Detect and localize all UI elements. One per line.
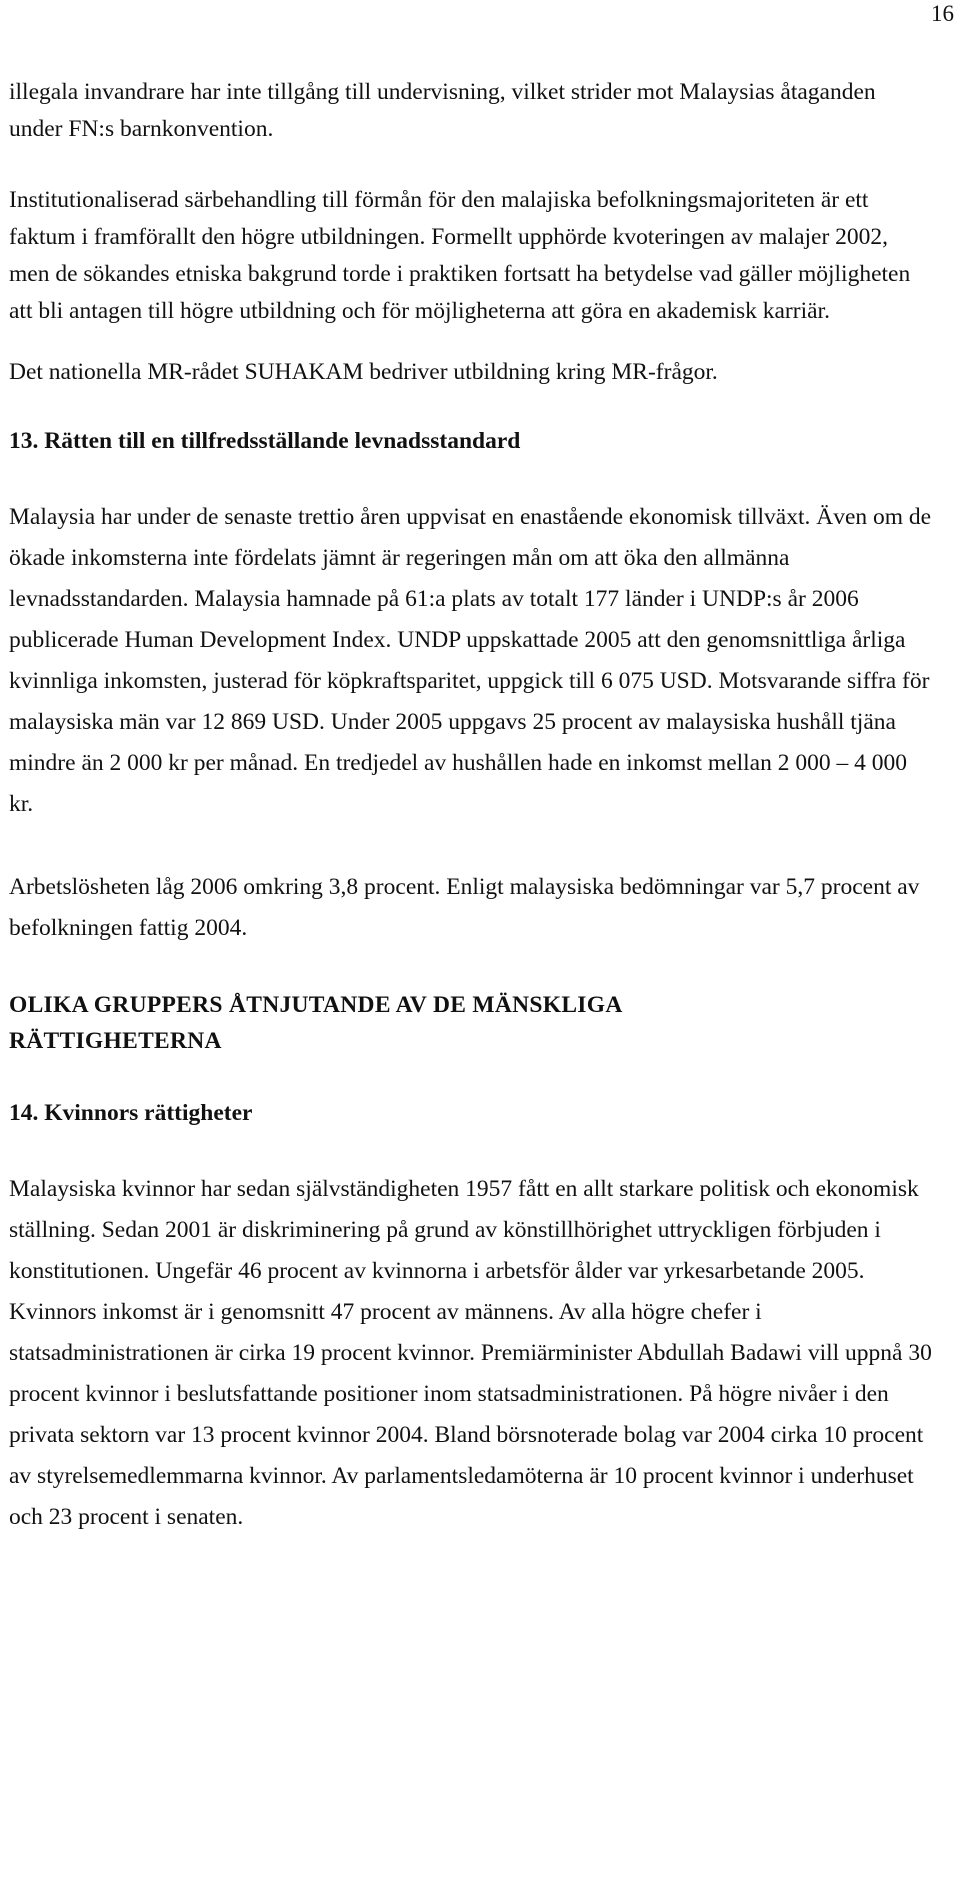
page-number: 16 bbox=[931, 1, 954, 26]
paragraph-institutional-discrimination-intro bbox=[9, 182, 934, 330]
paragraph-suhakam: Det nationella MR-rådet SUHAKAM bedriver utbildning kring MR-frågor. bbox=[9, 359, 718, 385]
heading-section-13: 13. Rätten till en tillfredsställande levnadsstandard bbox=[9, 428, 521, 454]
document-body bbox=[9, 74, 934, 1538]
text-institutional-discrimination: Institutionaliserad särbehandling till förmån för den malajiska befolkningsmajoriteten är ett faktum i framförallt den högre utbildningen. Formellt upphörde kvoteringen av malajer 2002, men de sökandes etniska bakgrund torde i praktiken fortsatt ha betydelse vad gäller möjligheten att bli antagen till högre utbildning och för möjligheterna att göra en akademisk karriär. bbox=[9, 187, 911, 324]
paragraph-children-education: illegala invandrare har inte tillgång till undervisning, vilket strider mot Malaysias åtaganden under FN:s barnkonvention. bbox=[9, 79, 876, 142]
heading-section-14: 14. Kvinnors rättigheter bbox=[9, 1100, 253, 1126]
paragraph-unemployment: Arbetslösheten låg 2006 omkring 3,8 procent. Enligt malaysiska bedömningar var 5,7 procent av befolkningen fattig 2004. bbox=[9, 874, 920, 941]
paragraph-womens-rights: Malaysiska kvinnor har sedan självständigheten 1957 fått en allt starkare politisk och ekonomisk ställning. Sedan 2001 är diskriminering på grund av könstillhörighet uttryckligen förbjuden i konstitutionen. Ungefär 46 procent av kvinnorna i arbetsför ålder var yrkesarbetande 2005. Kvinnors inkomst är i genomsnitt 47 procent av männens. Av alla högre chefer i statsadministrationen är cirka 19 procent kvinnor. Premiärminister Abdullah Badawi vill uppnå 30 procent kvinnor i beslutsfattande positioner inom statsadministrationen. På högre nivåer i den privata sektorn var 13 procent kvinnor 2004. Bland börsnoterade bolag var 2004 cirka 10 procent av styrelsemedlemmarna kvinnor. Av parlamentsledamöterna är 10 procent kvinnor i underhuset och 23 procent i senaten. bbox=[9, 1176, 932, 1530]
paragraph-living-standard: Malaysia har under de senaste trettio åren uppvisat en enastående ekonomisk tillväxt. Även om de ökade inkomsterna inte fördelats jämnt är regeringen mån om att öka den allmänna levnadsstandarden. Malaysia hamnade på 61:a plats av totalt 177 länder i UNDP:s år 2006 publicerade Human Development Index. UNDP uppskattade 2005 att den genomsnittliga årliga kvinnliga inkomsten, justerad för köpkraftsparitet, uppgick till 6 075 USD. Motsvarande siffra för malaysiska män var 12 869 USD. Under 2005 uppgavs 25 procent av malaysiska hushåll tjäna mindre än 2 000 kr per månad. En tredjedel av hushållen hade en inkomst mellan 2 000 – 4 000 kr. bbox=[9, 504, 932, 817]
heading-groups-rights: OLIKA GRUPPERS ÅTNJUTANDE AV DE MÄNSKLIGA RÄTTIGHETERNA bbox=[9, 992, 622, 1054]
